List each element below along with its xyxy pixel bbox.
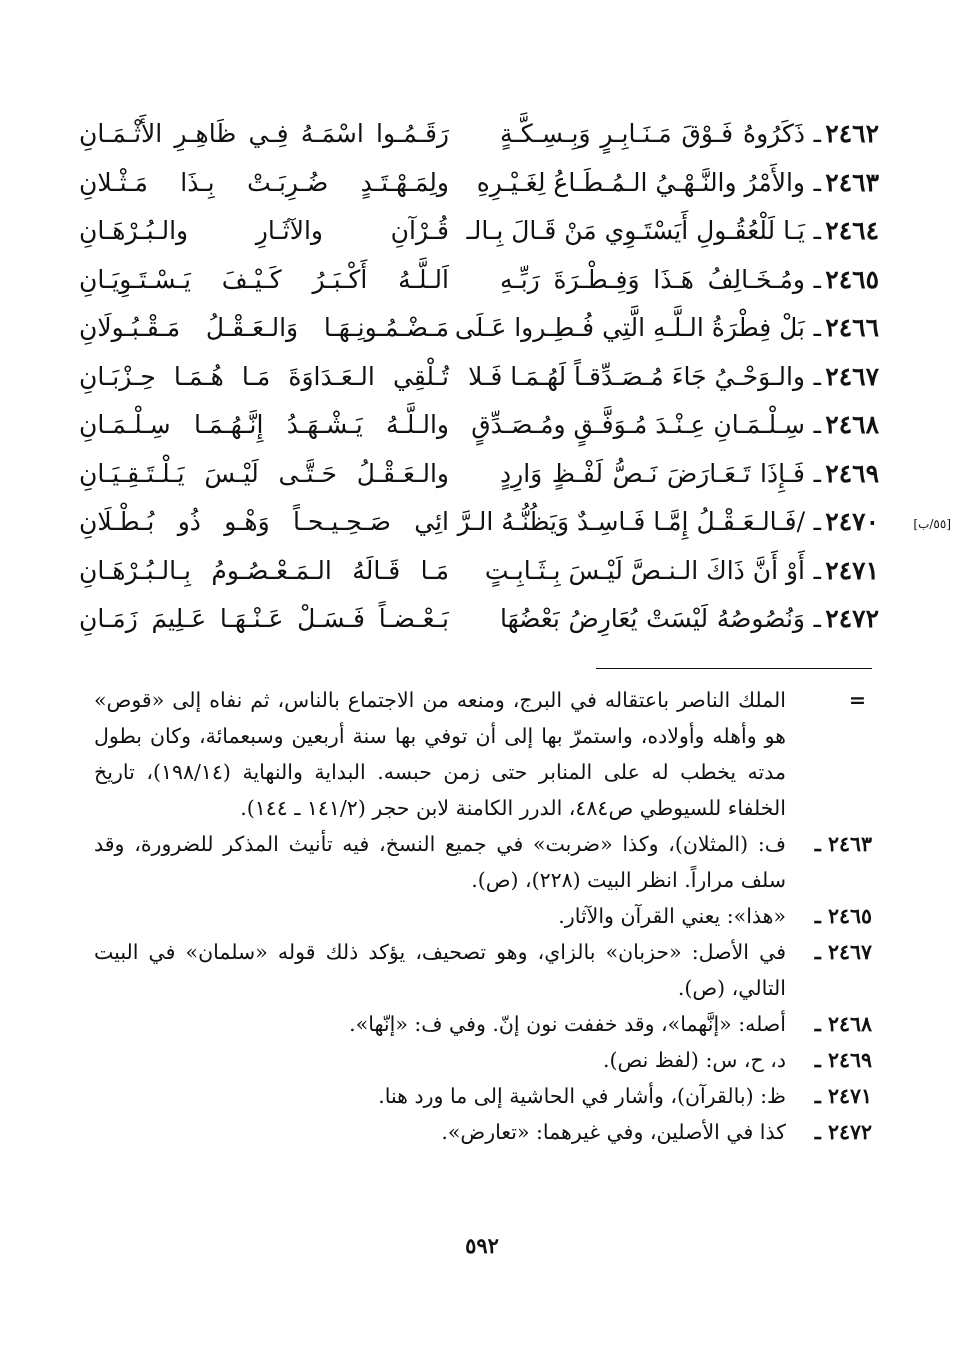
footnote-text: في الأصل: «حزبان» بالزاي، وهو تصحيف، يؤكد ذلك قوله «سلمان» في البيت التالي، (ص). [94, 940, 786, 1000]
verse-second-hemistich: رَقَـمُـوا اسْمَـهُ فِـي ظَاهِـرِ الأَثْـمَـانِ [79, 119, 449, 148]
footnote-number: ٢٤٦٩ ـ [814, 1048, 872, 1072]
verse-dash: ـ [813, 264, 821, 294]
footnote-text: الملك الناصر باعتقاله في البرج، ومنعه من الاجتماع بالناس، ثم نفاه إلى «قوص» هو وأهله وأولاده، واستمرّ بها إلى أن توفي بها سنة أربعين وسبعمائة، وكان بطول مدته يخطب له على المنابر حتى زمن حبسه. البداية والنهاية (١٩٨/١٤)، تاريخ الخلفاء للسيوطي ص٤٨٤، الدرر الكامنة لابن حجر (١٤١/٢ ـ ١٤٤). [94, 688, 786, 820]
verse-first-hemistich: أَوْ أَنَّ ذَاكَ الـنـصَّ لَيْـسَ بِـثَـابِـتٍ [484, 555, 805, 585]
verse-second-hemistich: تُـلْقِي الـعَـدَاوَةَ مَـا هُـمَـا حِـزْبَـانِ [79, 361, 449, 391]
verse-number: ٢٤٦٥ [825, 264, 879, 294]
page-number: ٥٩٢ [465, 1233, 499, 1258]
footnote-text: كذا في الأصلين، وفي غيرهما: «تعارض». [441, 1120, 786, 1144]
verse-second-hemistich: والـلَّـهُ يَـشْـهَـدُ إِنَّـهُـمَـا سِـلْـمَـانِ [79, 410, 449, 439]
verse-first-hemistich: ومُـخَـالِفُ هَـذَا وَفِـطْـرَةَ رَبِّـهِ [500, 264, 805, 294]
verse-first-hemistich: والـوَحْـيُ جَاءَ مُـصَـدِّقـاً لَهُـمَـا فَـلا [468, 361, 805, 391]
footnote-text: د، ح، س: (لفظ نص). [603, 1048, 786, 1072]
footnote [94, 934, 872, 1006]
footnote-number: ٢٤٦٥ ـ [814, 904, 872, 928]
footnote-text: «هذا»: يعني القرآن والآثار. [558, 904, 786, 928]
verse-line [79, 256, 879, 305]
footnote-number: ٢٤٧١ ـ [814, 1084, 872, 1108]
verse-second-hemistich: اَلـلَّـهُ أَكْـبَـرُ كَـيْـفَ يَـسْـتَـوِيَـانِ [79, 264, 449, 294]
verse-number: ٢٤٦٢ [825, 119, 879, 148]
verse-number: ٢٤٧٢ [825, 604, 879, 633]
footnote-separator [596, 668, 872, 669]
manuscript-folio-marker: [٥٥/ب] [913, 517, 951, 531]
verse-number: ٢٤٦٧ [825, 361, 879, 391]
verse-dash: ـ [813, 507, 821, 536]
verse-line [79, 304, 879, 353]
verse-dash: ـ [813, 555, 821, 585]
verse-line [79, 353, 879, 402]
footnote-text: أصله: «إنَّهما»، وقد خففت نون إنّ. وفي ف: «إنّها». [349, 1012, 786, 1036]
verse-line [79, 595, 879, 644]
verse-number: ٢٤٦٦ [825, 313, 879, 342]
footnote-number: = [848, 688, 866, 712]
footnote [94, 1006, 872, 1042]
footnote-number: ٢٤٧٢ ـ [814, 1120, 872, 1144]
footnote-text: ظ: (بالقرآن)، وأشار في الحاشية إلى ما ورد هنا. [378, 1084, 786, 1108]
footnote [94, 1042, 872, 1078]
footnote [94, 682, 872, 826]
verse-number: ٢٤٧١ [825, 555, 879, 585]
verse-second-hemistich: قُـرْآنِ والآثَـارِ والـبُـرْهَـانِ [79, 216, 449, 245]
verse-number: ٢٤٦٩ [825, 458, 879, 488]
verse-dash: ـ [813, 167, 821, 197]
verse-first-hemistich: فَـإِذَا تَـعَـارَضَ نَـصُّ لَفْـظٍ وَارِدٍ [500, 458, 805, 488]
verse-first-hemistich: بَلْ فِطْرَةُ الـلَّـهِ الَّتِي فُـطِـروا عَـلَى [454, 313, 805, 342]
verse-dash: ـ [813, 119, 821, 148]
footnote-number: ٢٤٦٨ ـ [814, 1012, 872, 1036]
verse-dash: ـ [813, 410, 821, 439]
footnote [94, 1078, 872, 1114]
footnote-text: ف: (المثلان)، وكذا «ضربت» في جميع النسخ، فيه تأنيث المذكر للضرورة، وقد سلف مراراً. انظر البيت (٢٢٨)، (ص). [94, 832, 786, 892]
verse-dash: ـ [813, 313, 821, 342]
verse-second-hemistich: والـعَـقْـلُ حَـتَّـى لَيْـسَ يَـلْـتَـقِـيَـانِ [79, 458, 449, 488]
verse-dash: ـ [813, 216, 821, 245]
footnote-number: ٢٤٦٣ ـ [814, 832, 872, 856]
verse-first-hemistich: وَنُصُوصُهُ لَيْسَتْ يُعَارِضُ بَعْضُهَا [500, 604, 805, 633]
poem-verses [79, 110, 951, 644]
verse-first-hemistich: يَـا لَلْعُقُـولِ أَيَسْتَـوِي مَنْ قَـالَ بِـالـ [466, 216, 805, 245]
footnote [94, 1114, 872, 1150]
footnote-number: ٢٤٦٧ ـ [814, 940, 872, 964]
verse-second-hemistich: بَـعْـضـاً فَـسَـلْ عَـنْـهَـا عَـلِيمَ زَمَـانِ [79, 604, 449, 633]
verse-dash: ـ [813, 458, 821, 488]
verse-number: ٢٤٧٠ [825, 507, 879, 536]
verse-line [79, 547, 879, 596]
verse-line [79, 450, 879, 499]
verse-second-hemistich: ائِي صَـحِـيـحـاً وَهْـو ذُو بُـطْـلَانِ [79, 507, 449, 536]
verse-second-hemistich: ولِمَـهْـتَـدٍ ضُـرِبَـتْ بِـذَا مَـثْـلانِ [79, 167, 449, 197]
verse-line [79, 207, 879, 256]
verse-number: ٢٤٦٨ [825, 410, 879, 439]
verse-second-hemistich: مَـضْـمُـونِـهَـا وَالـعَـقْـلُ مَـقْـبُـولَانِ [79, 313, 449, 342]
verse-second-hemistich: مَـا قَـالَهُ الـمَـعْـصُـومُ بِـالـبُـرْهَـانِ [79, 555, 449, 585]
footnote [94, 826, 872, 898]
verse-dash: ـ [813, 361, 821, 391]
footnote [94, 898, 872, 934]
verse-number: ٢٤٦٤ [825, 216, 879, 245]
verse-line [79, 110, 879, 159]
verse-line [79, 401, 879, 450]
verse-first-hemistich: /فَـالـعَـقْـلُ إِمَّـا فَـاسِـدٌ وَيَظُنُّـهُ الـرَّ [457, 507, 805, 536]
verse-line [79, 498, 951, 547]
footnotes [94, 682, 872, 1150]
verse-first-hemistich: والأَمْرُ والنَّـهْـيُ الـمُـطَـاعُ لِغَـيْـرِهِ [476, 167, 805, 197]
verse-number: ٢٤٦٣ [825, 167, 879, 197]
verse-first-hemistich: ذَكَرُوهُ فَـوْقَ مَـنَـابِـرٍ وَبِـسِـكَّـةٍ [500, 119, 805, 148]
verse-line [79, 159, 879, 208]
verse-dash: ـ [813, 604, 821, 633]
verse-first-hemistich: سِـلْـمَـانِ عِـنْـدَ مُـوَفَّـقٍ ومُـصَـدِّقٍ [471, 410, 805, 439]
